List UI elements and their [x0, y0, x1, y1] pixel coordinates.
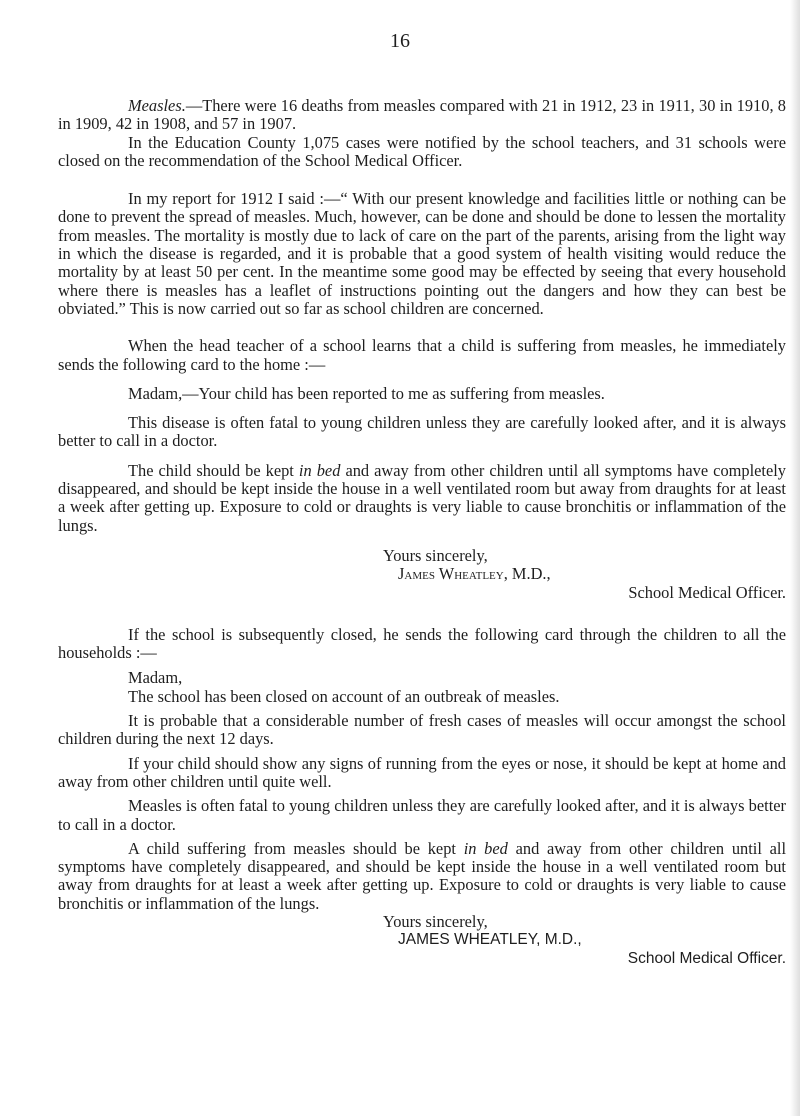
- letter2-paragraph-1: The school has been closed on account of an outbreak of measles.: [128, 686, 560, 706]
- letter2-paragraph-4: Measles is often fatal to young children unless they are carefully looked after, and it is always better to call in a doctor.: [58, 796, 786, 834]
- letter1-signature: [58, 547, 786, 602]
- paragraph-measles-deaths: Measles.—There were 16 deaths from measles compared with 21 in 1912, 23 in 1911, 30 in 1910, 8 in 1909, 42 in 1908, and 57 in 1907.: [58, 96, 786, 134]
- letter2-signatory-title: School Medical Officer.: [627, 949, 786, 967]
- letter2-paragraph-5: A child suffering from measles should be kept in bed and away from other children until all symptoms have completely disappeared, and should be kept inside the house in a well ventilated room but away from draughts for at least a week after getting up. Exposure to cold or draughts is very liable to cause bronchitis or inflammation of the lungs.: [58, 838, 786, 913]
- section-heading: Measles.: [128, 96, 186, 115]
- letter2-paragraph-3: If your child should show any signs of running from the eyes or nose, it should be kept at home and away from other children until quite well.: [58, 753, 786, 791]
- letter1-signatory-name: James Wheatley, M.D.,: [398, 564, 551, 584]
- page-number: 16: [390, 30, 410, 52]
- scan-edge-shadow: [790, 0, 800, 1116]
- document-body: [58, 97, 786, 968]
- letter2-salutation: Madam,: [128, 668, 183, 688]
- letter2-paragraph-2: It is probable that a considerable number of fresh cases of measles will occur amongst the school children during the next 12 days.: [58, 711, 786, 749]
- letter1-signatory-title: School Medical Officer.: [628, 582, 786, 602]
- paragraph-report-1912: In my report for 1912 I said :—“ With our present knowledge and facilities little or nothing can be done to prevent the spread of measles. Much, however, can be done and should be done to lessen the mortality from measles. The mortality is mostly due to lack of care on the part of the parents, arising from the light way in which the disease is regarded, and it is probable that a good system of health visiting would reduce the mortality by at least 50 per cent. In the meantime some good may be effected by seeing that every household where there is measles has a leaflet of instructions pointing out the dangers and how they can best be obviated.” This is now carried out so far as school children are concerned.: [58, 189, 786, 318]
- letter1-paragraph-1: This disease is often fatal to young children unless they are carefully looked after, and it is always better to call in a doctor.: [58, 413, 786, 451]
- letter2-signature: [58, 913, 786, 968]
- letter1-paragraph-2: The child should be kept in bed and away from other children until all symptoms have completely disappeared, and should be kept inside the house in a well ventilated room but away from draughts for at least a week after getting up. Exposure to cold or draughts is very liable to cause bronchitis or inflammation of the lungs.: [58, 460, 786, 535]
- paragraph-head-teacher: When the head teacher of a school learns that a child is suffering from measles, he immediately sends the following card to the home :—: [58, 336, 786, 374]
- letter2-closing: Yours sincerely,: [383, 911, 488, 931]
- home-card-letter: [58, 385, 786, 602]
- letter2-signatory-name: JAMES WHEATLEY, M.D.,: [398, 931, 582, 949]
- letter1-salutation: Madam,—Your child has been reported to me as suffering from measles.: [128, 383, 605, 403]
- school-closure-card-letter: [58, 669, 786, 967]
- letter1-closing: Yours sincerely,: [383, 545, 488, 565]
- paragraph-notified-cases: In the Education County 1,075 cases were notified by the school teachers, and 31 schools were closed on the recommendation of the School Medical Officer.: [58, 132, 786, 170]
- paragraph-school-closed: If the school is subsequently closed, he sends the following card through the children to all the households :—: [58, 624, 786, 663]
